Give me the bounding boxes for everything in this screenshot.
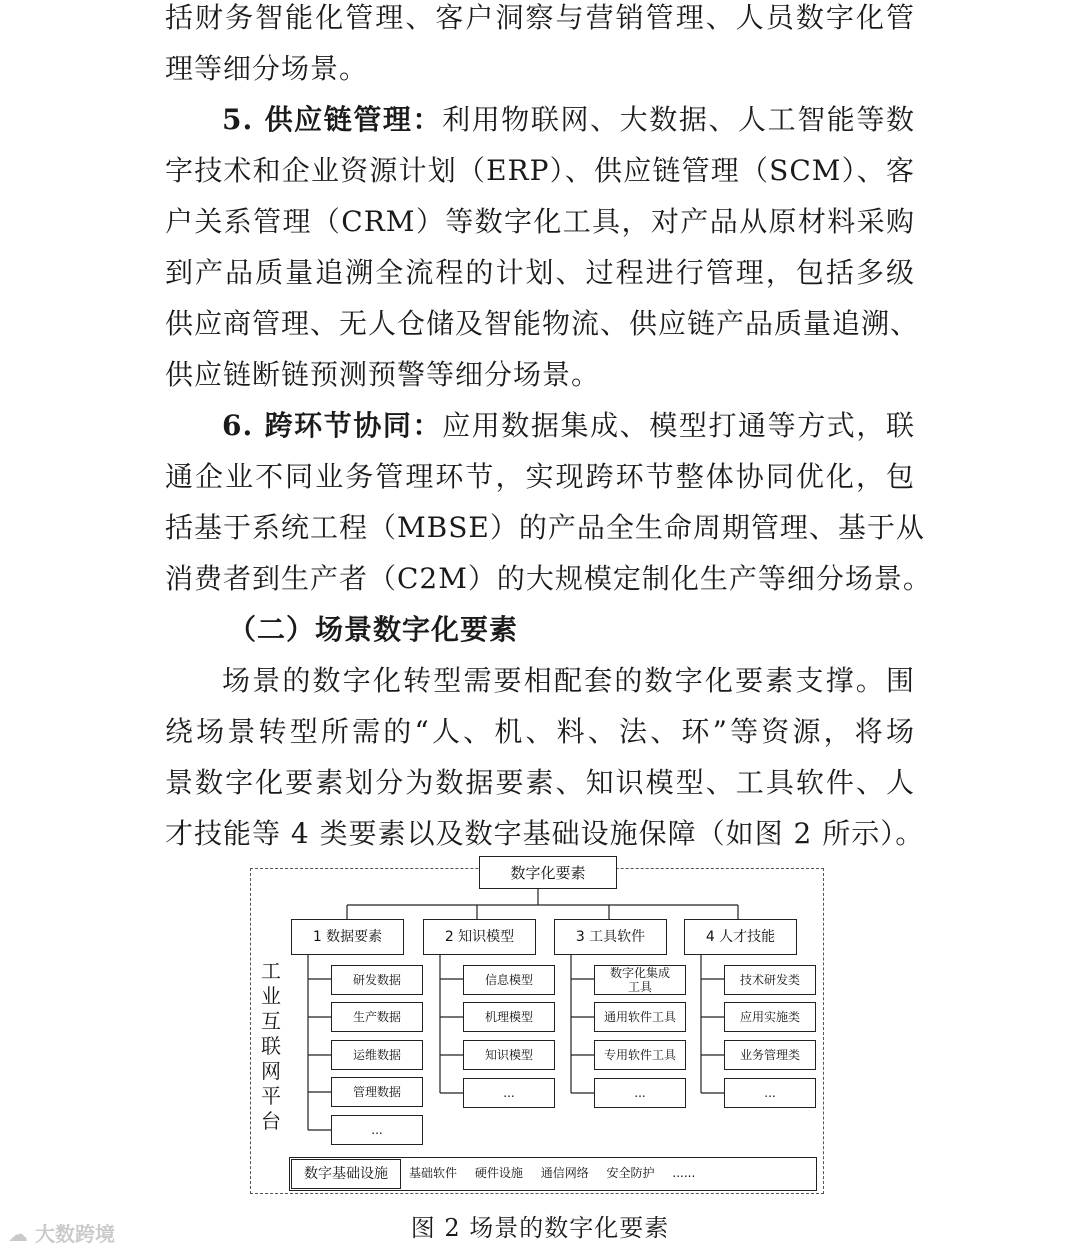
tools-item-box: 专用软件工具 [594,1040,686,1070]
knowledge-item-box: 机理模型 [463,1002,555,1032]
platform-char: 互 [261,1009,281,1033]
paragraph-line: 理等细分场景。 [165,52,369,85]
section-6-line [222,408,915,444]
knowledge-item-box: 知识模型 [463,1040,555,1070]
section-heading: （二）场景数字化要素 [228,613,519,646]
paragraph-line: 字技术和企业资源计划（ERP）、供应链管理（SCM）、客 [165,154,915,187]
infrastructure-label-box: 数字基础设施 [291,1159,401,1189]
watermark-text: 大数跨境 [34,1222,115,1246]
platform-char: 工 [261,959,281,983]
paragraph-line: 消费者到生产者（C2M）的大规模定制化生产等细分场景。 [165,562,932,595]
data-item-box: 研发数据 [331,965,423,995]
section-5-text: 利用物联网、大数据、人工智能等数 [442,103,915,136]
paragraph-line: 到产品质量追溯全流程的计划、过程进行管理，包括多级 [165,256,915,289]
platform-char: 联 [261,1034,281,1058]
digital-elements-diagram [250,863,824,1194]
figure-caption: 图 2 场景的数字化要素 [410,1214,670,1242]
talent-item-box: 应用实施类 [724,1002,816,1032]
section-5-label: 5. 供应链管理： [222,103,443,136]
talent-item-box: 技术研发类 [724,965,816,995]
infra-item: ...... [672,1166,696,1180]
data-item-box: 管理数据 [331,1077,423,1107]
tools-item-box: 通用软件工具 [594,1002,686,1032]
data-item-box: 运维数据 [331,1040,423,1070]
platform-vertical-label [259,959,283,1134]
knowledge-item-box: ... [463,1078,555,1108]
talent-item-box: ... [724,1078,816,1108]
paragraph-line: 供应链断链预测预警等细分场景。 [165,358,601,391]
tools-item-box: ... [594,1078,686,1108]
infra-item: 硬件设施 [474,1166,523,1180]
infrastructure-items [409,1164,809,1182]
section-5-line [222,102,915,138]
paragraph-line: 通企业不同业务管理环节，实现跨环节整体协同优化，包 [165,460,915,493]
paragraph-line: 景数字化要素划分为数据要素、知识模型、工具软件、人 [165,766,915,799]
diagram-connectors [251,869,825,1195]
platform-char: 业 [261,984,281,1008]
platform-char: 平 [261,1084,281,1108]
paragraph-line: 供应商管理、无人仓储及智能物流、供应链产品质量追溯、 [165,307,920,340]
section-6-text: 应用数据集成、模型打通等方式，联 [442,409,915,442]
paragraph-line: 括财务智能化管理、客户洞察与营销管理、人员数字化管 [165,1,915,34]
paragraph-line: 才技能等 4 类要素以及数字基础设施保障（如图 2 所示）。 [165,817,925,850]
category-box-knowledge: 2 知识模型 [423,919,536,955]
infra-item: 安全防护 [606,1166,655,1180]
platform-char: 台 [261,1109,281,1133]
infra-item: 基础软件 [409,1166,458,1180]
paragraph-line: 绕场景转型所需的“人、机、料、法、环”等资源，将场 [165,715,915,748]
diagram-root-box: 数字化要素 [479,856,617,889]
paragraph-line: 括基于系统工程（MBSE）的产品全生命周期管理、基于从 [165,511,925,544]
category-box-data: 1 数据要素 [291,919,404,955]
data-item-box: ... [331,1115,423,1145]
data-item-box: 生产数据 [331,1002,423,1032]
infra-item: 通信网络 [540,1166,589,1180]
talent-item-box: 业务管理类 [724,1040,816,1070]
tools-item-box: 数字化集成 工具 [594,965,686,995]
watermark-icon: ☁ [8,1222,35,1246]
category-box-tools: 3 工具软件 [554,919,667,955]
knowledge-item-box: 信息模型 [463,965,555,995]
paragraph-line: 户关系管理（CRM）等数字化工具，对产品从原材料采购 [165,205,915,238]
paragraph-line: 场景的数字化转型需要相配套的数字化要素支撑。围 [222,664,915,697]
section-6-label: 6. 跨环节协同： [222,409,443,442]
platform-char: 网 [261,1059,281,1083]
category-box-talent: 4 人才技能 [684,919,797,955]
